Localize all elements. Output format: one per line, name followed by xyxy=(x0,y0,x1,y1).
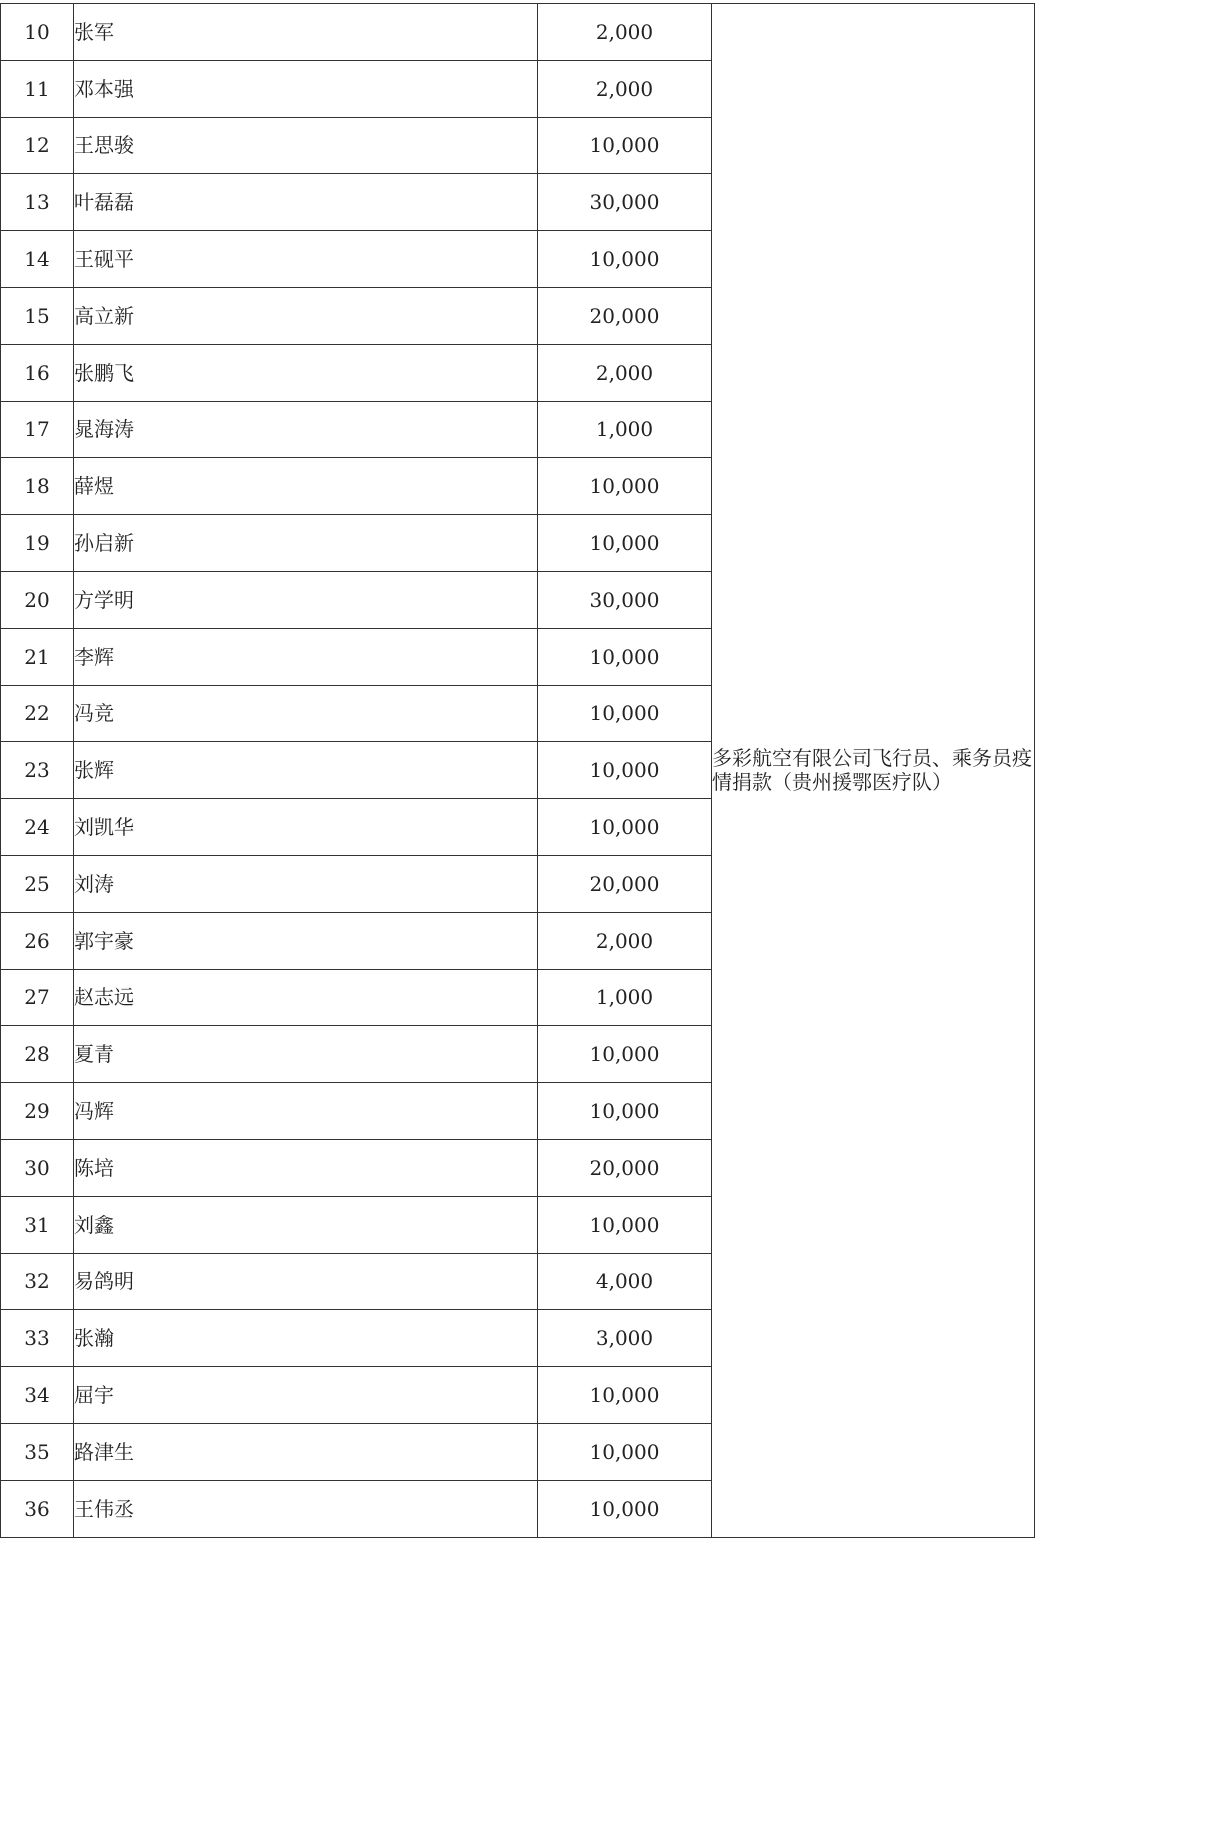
donor-name: 陈培 xyxy=(74,1139,538,1196)
donor-name: 王思骏 xyxy=(74,117,538,174)
row-number: 18 xyxy=(1,458,74,515)
donation-amount: 2,000 xyxy=(538,344,712,401)
row-number: 31 xyxy=(1,1196,74,1253)
donor-name: 李辉 xyxy=(74,628,538,685)
row-number: 20 xyxy=(1,571,74,628)
donor-name: 高立新 xyxy=(74,287,538,344)
donation-amount: 10,000 xyxy=(538,1367,712,1424)
row-number: 23 xyxy=(1,742,74,799)
donation-amount: 10,000 xyxy=(538,515,712,572)
donation-amount: 2,000 xyxy=(538,912,712,969)
row-number: 12 xyxy=(1,117,74,174)
row-number: 19 xyxy=(1,515,74,572)
donation-amount: 4,000 xyxy=(538,1253,712,1310)
donation-amount: 10,000 xyxy=(538,1083,712,1140)
row-number: 24 xyxy=(1,799,74,856)
donation-amount: 2,000 xyxy=(538,60,712,117)
row-number: 11 xyxy=(1,60,74,117)
row-number: 14 xyxy=(1,231,74,288)
donor-name: 夏青 xyxy=(74,1026,538,1083)
remark-cell: 多彩航空有限公司飞行员、乘务员疫情捐款（贵州援鄂医疗队） xyxy=(712,4,1035,1538)
row-number: 35 xyxy=(1,1423,74,1480)
donation-amount: 20,000 xyxy=(538,287,712,344)
row-number: 33 xyxy=(1,1310,74,1367)
donor-name: 刘凯华 xyxy=(74,799,538,856)
donor-name: 王伟丞 xyxy=(74,1480,538,1537)
row-number: 25 xyxy=(1,855,74,912)
donation-amount: 3,000 xyxy=(538,1310,712,1367)
donation-amount: 20,000 xyxy=(538,1139,712,1196)
row-number: 16 xyxy=(1,344,74,401)
row-number: 13 xyxy=(1,174,74,231)
donation-amount: 10,000 xyxy=(538,458,712,515)
table-row xyxy=(1,4,1035,61)
donation-amount: 10,000 xyxy=(538,1480,712,1537)
donation-amount: 30,000 xyxy=(538,174,712,231)
donor-name: 张鹏飞 xyxy=(74,344,538,401)
donation-amount: 20,000 xyxy=(538,855,712,912)
row-number: 17 xyxy=(1,401,74,458)
table-body xyxy=(1,4,1035,1538)
donor-name: 方学明 xyxy=(74,571,538,628)
donor-name: 张辉 xyxy=(74,742,538,799)
donation-amount: 1,000 xyxy=(538,969,712,1026)
donation-amount: 10,000 xyxy=(538,117,712,174)
donation-amount: 10,000 xyxy=(538,628,712,685)
donor-name: 刘涛 xyxy=(74,855,538,912)
donor-name: 张瀚 xyxy=(74,1310,538,1367)
donor-name: 易鸽明 xyxy=(74,1253,538,1310)
row-number: 21 xyxy=(1,628,74,685)
row-number: 15 xyxy=(1,287,74,344)
row-number: 30 xyxy=(1,1139,74,1196)
donation-amount: 10,000 xyxy=(538,1196,712,1253)
donation-amount: 10,000 xyxy=(538,799,712,856)
donation-amount: 1,000 xyxy=(538,401,712,458)
row-number: 32 xyxy=(1,1253,74,1310)
row-number: 29 xyxy=(1,1083,74,1140)
donor-name: 路津生 xyxy=(74,1423,538,1480)
donor-name: 王砚平 xyxy=(74,231,538,288)
donor-name: 冯竞 xyxy=(74,685,538,742)
donor-name: 张军 xyxy=(74,4,538,61)
row-number: 28 xyxy=(1,1026,74,1083)
donation-table xyxy=(0,3,1035,1538)
row-number: 26 xyxy=(1,912,74,969)
donor-name: 孙启新 xyxy=(74,515,538,572)
donation-amount: 2,000 xyxy=(538,4,712,61)
row-number: 10 xyxy=(1,4,74,61)
donor-name: 屈宇 xyxy=(74,1367,538,1424)
donor-name: 冯辉 xyxy=(74,1083,538,1140)
donor-name: 叶磊磊 xyxy=(74,174,538,231)
donation-amount: 10,000 xyxy=(538,231,712,288)
donation-amount: 10,000 xyxy=(538,1026,712,1083)
donor-name: 晁海涛 xyxy=(74,401,538,458)
row-number: 34 xyxy=(1,1367,74,1424)
donation-amount: 10,000 xyxy=(538,685,712,742)
donation-amount: 10,000 xyxy=(538,742,712,799)
row-number: 27 xyxy=(1,969,74,1026)
donor-name: 邓本强 xyxy=(74,60,538,117)
row-number: 36 xyxy=(1,1480,74,1537)
donor-name: 刘鑫 xyxy=(74,1196,538,1253)
donation-amount: 30,000 xyxy=(538,571,712,628)
row-number: 22 xyxy=(1,685,74,742)
donation-amount: 10,000 xyxy=(538,1423,712,1480)
donor-name: 郭宇豪 xyxy=(74,912,538,969)
donor-name: 赵志远 xyxy=(74,969,538,1026)
donor-name: 薛煜 xyxy=(74,458,538,515)
